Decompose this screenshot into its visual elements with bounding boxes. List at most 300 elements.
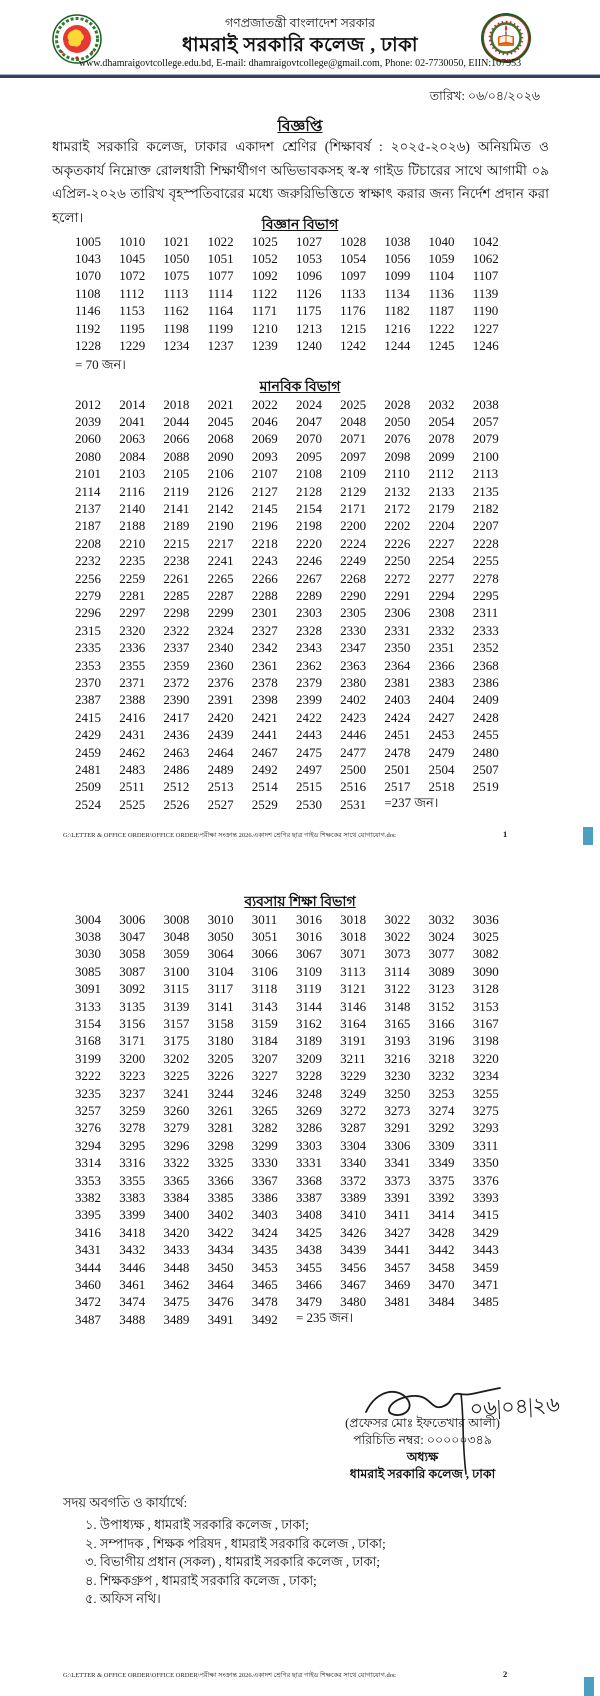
roll-number: 2337 <box>163 640 190 656</box>
roll-row <box>75 1120 517 1137</box>
roll-number: 2140 <box>119 501 146 517</box>
roll-number: 3104 <box>207 963 234 979</box>
roll-number: 3211 <box>340 1050 366 1066</box>
roll-number: 3438 <box>295 1242 322 1258</box>
roll-number: 2142 <box>207 501 234 517</box>
roll-row <box>75 285 517 302</box>
roll-number: 2464 <box>207 744 234 760</box>
roll-number: 3296 <box>163 1137 190 1153</box>
roll-number: 2215 <box>163 535 190 551</box>
roll-number: 3295 <box>119 1137 146 1153</box>
roll-number: 3058 <box>119 946 146 962</box>
roll-number: 3298 <box>207 1137 234 1153</box>
roll-number: 2137 <box>75 501 101 517</box>
distribution-item: ২. সম্পাদক , শিক্ষক পরিষদ , ধামরাই সরকারি কলেজ , ঢাকা; <box>85 1535 386 1551</box>
roll-number: 3367 <box>251 1172 278 1188</box>
roll-number: 3198 <box>472 1033 499 1049</box>
roll-number: 3481 <box>384 1294 411 1310</box>
roll-number: 2044 <box>163 414 190 430</box>
roll-number: 2409 <box>472 692 499 708</box>
roll-row <box>75 744 517 761</box>
government-line: গণপ্রজাতন্ত্রী বাংলাদেশ সরকার <box>224 16 376 30</box>
roll-number: 3485 <box>472 1294 499 1310</box>
footer-file-path: G:\LETTER & OFFICE ORDER\OFFICE ORDER\পরীক্ষা সংক্রান্ত 2026.একাদশ শ্রেণির ছাত্র গাইড শিক্ষকের সাথে যোগাযোগ.doc <box>63 832 396 839</box>
roll-number: 3276 <box>75 1120 101 1136</box>
roll-number: 3389 <box>340 1189 367 1205</box>
roll-number: 2530 <box>295 796 322 812</box>
roll-number: 3278 <box>119 1120 146 1136</box>
roll-number: 2268 <box>340 570 367 586</box>
roll-number: 1050 <box>163 251 190 267</box>
roll-number: 2477 <box>340 744 367 760</box>
notice-title-text: বিজ্ঞপ্তি <box>277 118 323 135</box>
roll-number: 2154 <box>295 501 322 517</box>
roll-number: 1146 <box>75 303 101 319</box>
roll-number: 3004 <box>75 911 101 927</box>
roll-number: 3376 <box>472 1172 499 1188</box>
roll-number: 2288 <box>251 587 278 603</box>
roll-number: 3422 <box>207 1224 234 1240</box>
roll-row <box>75 622 517 639</box>
roll-number: 3244 <box>207 1085 234 1101</box>
roll-number: 2295 <box>472 587 499 603</box>
roll-number: 1077 <box>207 268 234 284</box>
roll-number: 3234 <box>472 1068 499 1084</box>
roll-number: 1043 <box>75 251 101 267</box>
roll-number: 3372 <box>340 1172 367 1188</box>
roll-number: 3091 <box>75 981 101 997</box>
roll-number: 1176 <box>340 303 366 319</box>
roll-row <box>75 928 517 945</box>
roll-number: 2516 <box>340 779 367 795</box>
roll-number: 2291 <box>384 587 411 603</box>
roll-number: 2507 <box>472 761 499 777</box>
roll-number: 3402 <box>207 1207 234 1223</box>
roll-number: 3443 <box>472 1242 499 1258</box>
roll-number: 3253 <box>428 1085 455 1101</box>
roll-number: 2363 <box>340 657 367 673</box>
roll-number: 2135 <box>472 483 499 499</box>
roll-row <box>75 250 517 267</box>
roll-number: 3472 <box>75 1294 101 1310</box>
roll-number: 2279 <box>75 587 101 603</box>
roll-number: 2106 <box>207 466 234 482</box>
roll-row <box>75 639 517 656</box>
roll-number: 3400 <box>163 1207 190 1223</box>
roll-number: 1153 <box>119 303 145 319</box>
roll-number: 3411 <box>384 1207 410 1223</box>
roll-number: 3260 <box>163 1102 190 1118</box>
roll-number: 2226 <box>384 535 411 551</box>
roll-number: 3025 <box>472 929 499 945</box>
roll-number: 2235 <box>119 553 146 569</box>
roll-number: 2368 <box>472 657 499 673</box>
roll-number: 3366 <box>207 1172 234 1188</box>
roll-number: 2039 <box>75 414 101 430</box>
roll-number: 2189 <box>163 518 190 534</box>
roll-number: 3113 <box>340 963 366 979</box>
roll-number: 2099 <box>428 448 455 464</box>
roll-number: 3141 <box>207 998 234 1014</box>
roll-number: 3330 <box>251 1155 278 1171</box>
roll-number: 3384 <box>163 1189 190 1205</box>
roll-row <box>75 303 517 320</box>
roll-number: 1092 <box>251 268 278 284</box>
roll-number: 3282 <box>251 1120 278 1136</box>
roll-number: 2114 <box>75 483 101 499</box>
roll-number: 3408 <box>295 1207 322 1223</box>
roll-row <box>75 1276 517 1293</box>
roll-number: 2018 <box>163 396 190 412</box>
roll-number: 2202 <box>384 518 411 534</box>
roll-number: 2398 <box>251 692 278 708</box>
roll-number: 3146 <box>340 998 367 1014</box>
handwritten-date: ০৬|০৪|২৬ <box>469 1392 561 1421</box>
roll-number: 3073 <box>384 946 411 962</box>
roll-number: 3272 <box>340 1102 367 1118</box>
roll-number: 3425 <box>295 1224 322 1240</box>
roll-number: 2391 <box>207 692 234 708</box>
roll-number: 2246 <box>295 553 322 569</box>
roll-number: 3066 <box>251 946 278 962</box>
section-title-text: বিজ্ঞান বিভাগ <box>261 218 339 233</box>
roll-number: 3391 <box>384 1189 411 1205</box>
roll-number: 3144 <box>295 998 322 1014</box>
roll-number: 3420 <box>163 1224 190 1240</box>
roll-number: 2129 <box>340 483 367 499</box>
distribution-item: ৩. বিভাগীয় প্রধান (সকল) , ধামরাই সরকারি কলেজ , ঢাকা; <box>85 1554 380 1570</box>
roll-number: 2250 <box>384 553 411 569</box>
roll-number: 3153 <box>472 998 499 1014</box>
roll-number: 1114 <box>207 285 233 301</box>
roll-number: 2441 <box>251 727 278 743</box>
roll-number: 2188 <box>119 518 146 534</box>
roll-number: 2453 <box>428 727 455 743</box>
roll-number: 2371 <box>119 674 146 690</box>
roll-number: 2107 <box>251 466 278 482</box>
roll-number: 3048 <box>163 929 190 945</box>
roll-number: 2109 <box>340 466 367 482</box>
roll-number: 3476 <box>207 1294 234 1310</box>
roll-number: 3225 <box>163 1068 190 1084</box>
roll-row <box>75 1033 517 1050</box>
roll-number: 3123 <box>428 981 455 997</box>
roll-number: 2071 <box>340 431 367 447</box>
roll-number: 3455 <box>295 1259 322 1275</box>
roll-number: 2014 <box>119 396 146 412</box>
roll-number: 2119 <box>163 483 189 499</box>
roll-number: 1229 <box>119 338 146 354</box>
roll-number: 1045 <box>119 251 146 267</box>
roll-number: 3171 <box>119 1033 146 1049</box>
roll-number: 2290 <box>340 587 367 603</box>
roll-row <box>75 466 517 483</box>
roll-number: 2070 <box>295 431 322 447</box>
roll-number: 3478 <box>251 1294 278 1310</box>
roll-number: 2501 <box>384 761 411 777</box>
roll-number: 3386 <box>251 1189 278 1205</box>
roll-number: 3047 <box>119 929 146 945</box>
roll-number: 2376 <box>207 674 234 690</box>
roll-number: 3461 <box>119 1276 146 1292</box>
distribution-list <box>85 1516 386 1609</box>
roll-number: 3139 <box>163 998 190 1014</box>
roll-number: 3293 <box>472 1120 499 1136</box>
roll-number: 1213 <box>295 320 322 336</box>
roll-number: 2386 <box>472 674 499 690</box>
roll-number: 1108 <box>75 285 101 301</box>
roll-number: 3387 <box>295 1189 322 1205</box>
roll-number: 3444 <box>75 1259 101 1275</box>
roll-number: 2105 <box>163 466 190 482</box>
roll-number: 3077 <box>428 946 455 962</box>
roll-number: 2093 <box>251 448 278 464</box>
roll-number: 1182 <box>384 303 410 319</box>
section-total: = 70 জন। <box>75 356 126 372</box>
roll-number: 2256 <box>75 570 101 586</box>
roll-number: 2459 <box>75 744 101 760</box>
roll-number: 3322 <box>163 1155 190 1171</box>
roll-number: 2238 <box>163 553 190 569</box>
roll-number: 1070 <box>75 268 101 284</box>
edge-annotation-marker[interactable] <box>583 827 593 845</box>
roll-row <box>75 553 517 570</box>
roll-number: 3414 <box>428 1207 455 1223</box>
roll-number: 3355 <box>119 1172 146 1188</box>
roll-number: 3082 <box>472 946 499 962</box>
roll-number: 2022 <box>251 396 278 412</box>
roll-number: 2492 <box>251 761 278 777</box>
roll-number: 1040 <box>428 233 455 249</box>
roll-number: 3287 <box>340 1120 367 1136</box>
roll-number: 3036 <box>472 911 499 927</box>
roll-number: 3232 <box>428 1068 455 1084</box>
roll-number: 2340 <box>207 640 234 656</box>
roll-number: 1198 <box>163 320 189 336</box>
roll-number: 2095 <box>295 448 322 464</box>
roll-number: 3249 <box>340 1085 367 1101</box>
roll-number: 3456 <box>340 1259 367 1275</box>
roll-number: 3205 <box>207 1050 234 1066</box>
roll-number: 1164 <box>207 303 234 319</box>
roll-number: 3415 <box>472 1207 499 1223</box>
roll-number: 3309 <box>428 1137 455 1153</box>
roll-number: 2322 <box>163 622 190 638</box>
roll-row <box>75 911 517 928</box>
roll-number: 3157 <box>163 1016 190 1032</box>
roll-number: 2342 <box>251 640 278 656</box>
roll-number: 3466 <box>295 1276 322 1292</box>
edge-annotation-marker[interactable] <box>584 1677 594 1696</box>
roll-number: 2328 <box>295 622 322 638</box>
roll-number: 2360 <box>207 657 234 673</box>
roll-row <box>75 605 517 622</box>
roll-row <box>75 587 517 604</box>
roll-number: 2478 <box>384 744 411 760</box>
roll-number: 3022 <box>384 929 411 945</box>
roll-row <box>75 981 517 998</box>
roll-number: 2179 <box>428 501 455 517</box>
roll-number: 1162 <box>163 303 189 319</box>
roll-number: 1010 <box>119 233 146 249</box>
roll-number: 1107 <box>472 268 499 284</box>
roll-number: 2525 <box>119 796 146 812</box>
roll-number: 3480 <box>340 1294 367 1310</box>
roll-number: 1051 <box>207 251 234 267</box>
roll-row <box>75 1224 517 1241</box>
distribution-item: ৪. শিক্ষকগ্রুপ , ধামরাই সরকারি কলেজ , ঢাকা; <box>85 1572 317 1588</box>
roll-number: 3121 <box>340 981 367 997</box>
roll-number: 2068 <box>207 431 234 447</box>
roll-number: 2343 <box>295 640 322 656</box>
roll-number: 2529 <box>251 796 278 812</box>
roll-number: 2403 <box>384 692 411 708</box>
roll-number: 2436 <box>163 727 190 743</box>
roll-number: 2366 <box>428 657 455 673</box>
roll-number: 3489 <box>163 1311 190 1327</box>
roll-number: 2517 <box>384 779 411 795</box>
roll-row <box>75 1189 517 1206</box>
roll-number: 2455 <box>472 727 499 743</box>
roll-number: 3399 <box>119 1207 146 1223</box>
roll-number: 1005 <box>75 233 101 249</box>
roll-number: 3189 <box>295 1033 322 1049</box>
roll-number: 3434 <box>207 1242 234 1258</box>
roll-number: 3011 <box>251 911 278 927</box>
roll-number: 2200 <box>340 518 367 534</box>
roll-number: 2110 <box>384 466 410 482</box>
roll-number: 2048 <box>340 414 367 430</box>
roll-number: 3168 <box>75 1033 101 1049</box>
roll-row <box>75 1311 517 1328</box>
roll-number: 3117 <box>207 981 234 997</box>
roll-number: 2422 <box>295 709 322 725</box>
roll-number: 2515 <box>295 779 322 795</box>
roll-number: 3467 <box>340 1276 367 1292</box>
roll-number: 2113 <box>472 466 499 482</box>
roll-number: 2287 <box>207 587 234 603</box>
roll-number: 2261 <box>163 570 190 586</box>
roll-number: 3392 <box>428 1189 455 1205</box>
roll-row <box>75 692 517 709</box>
roll-number: 3279 <box>163 1120 190 1136</box>
roll-number: 2116 <box>119 483 145 499</box>
roll-number: 3119 <box>295 981 322 997</box>
roll-number: 3275 <box>472 1102 499 1118</box>
roll-number: 2388 <box>119 692 146 708</box>
roll-number: 2224 <box>340 535 367 551</box>
roll-number: 1215 <box>340 320 367 336</box>
roll-number: 3375 <box>428 1172 455 1188</box>
roll-number: 3220 <box>472 1050 499 1066</box>
roll-number: 3038 <box>75 929 101 945</box>
footer-file-path: G:\LETTER & OFFICE ORDER\OFFICE ORDER\পরীক্ষা সংক্রান্ত 2026.একাদশ শ্রেণির ছাত্র গাইড শিক্ষকের সাথে যোগাযোগ.doc <box>63 1672 396 1679</box>
roll-number: 2024 <box>295 396 322 412</box>
roll-number: 2057 <box>472 414 499 430</box>
roll-number: 2352 <box>472 640 499 656</box>
roll-number: 2267 <box>295 570 322 586</box>
roll-number: 2443 <box>295 727 322 743</box>
roll-number: 1139 <box>472 285 499 301</box>
roll-number: 2324 <box>207 622 234 638</box>
roll-number: 2462 <box>119 744 146 760</box>
roll-number: 2133 <box>428 483 455 499</box>
roll-number: 3492 <box>251 1311 278 1327</box>
roll-number: 3175 <box>163 1033 190 1049</box>
date-line: তারিখ: ০৬/০৪/২০২৬ <box>429 89 540 103</box>
roll-row <box>75 1102 517 1119</box>
roll-number: 2305 <box>340 605 367 621</box>
roll-row <box>75 500 517 517</box>
roll-row <box>75 674 517 691</box>
roll-number: 3209 <box>295 1050 322 1066</box>
roll-number: 3010 <box>207 911 234 927</box>
roll-number: 2277 <box>428 570 455 586</box>
roll-number: 2100 <box>472 448 499 464</box>
roll-number: 3180 <box>207 1033 234 1049</box>
roll-number: 3154 <box>75 1016 101 1032</box>
roll-number: 3202 <box>163 1050 190 1066</box>
roll-number: 3314 <box>75 1155 101 1171</box>
roll-number: 1104 <box>428 268 455 284</box>
roll-number: 1239 <box>251 338 278 354</box>
roll-number: 3191 <box>340 1033 367 1049</box>
roll-row <box>75 963 517 980</box>
roll-number: 2028 <box>384 396 411 412</box>
roll-number: 2381 <box>384 674 411 690</box>
roll-number: 2427 <box>428 709 455 725</box>
roll-number: 1134 <box>384 285 410 301</box>
roll-number: 1199 <box>207 320 234 336</box>
roll-number: 2217 <box>207 535 234 551</box>
roll-number: 2463 <box>163 744 190 760</box>
page-number: 2 <box>503 1669 508 1679</box>
roll-row <box>75 1172 517 1189</box>
roll-number: 3207 <box>251 1050 278 1066</box>
roll-number: 2012 <box>75 396 101 412</box>
roll-row <box>75 1207 517 1224</box>
roll-row <box>75 396 517 413</box>
roll-number: 1025 <box>251 233 278 249</box>
roll-number: 2421 <box>251 709 278 725</box>
roll-number: 1022 <box>207 233 234 249</box>
roll-number: 3158 <box>207 1016 234 1032</box>
roll-number: 3331 <box>295 1155 322 1171</box>
roll-number: 2281 <box>119 587 146 603</box>
roll-number: 3087 <box>119 963 146 979</box>
roll-row <box>75 1050 517 1067</box>
roll-number: 3259 <box>119 1102 146 1118</box>
roll-number: 3484 <box>428 1294 455 1310</box>
roll-number: 2475 <box>295 744 322 760</box>
roll-number: 2141 <box>163 501 190 517</box>
roll-number: 2404 <box>428 692 455 708</box>
roll-number: 3008 <box>163 911 190 927</box>
roll-number: 3281 <box>207 1120 234 1136</box>
roll-number: 2108 <box>295 466 322 482</box>
roll-number: 3469 <box>384 1276 411 1292</box>
roll-number: 2047 <box>295 414 322 430</box>
roll-number: 2390 <box>163 692 190 708</box>
roll-number: 2504 <box>428 761 455 777</box>
roll-grid-science <box>75 233 517 373</box>
roll-number: 3426 <box>340 1224 367 1240</box>
roll-number: 3464 <box>207 1276 234 1292</box>
roll-number: 1097 <box>340 268 367 284</box>
roll-number: 2187 <box>75 518 101 534</box>
roll-number: 2265 <box>207 570 234 586</box>
roll-number: 3085 <box>75 963 101 979</box>
